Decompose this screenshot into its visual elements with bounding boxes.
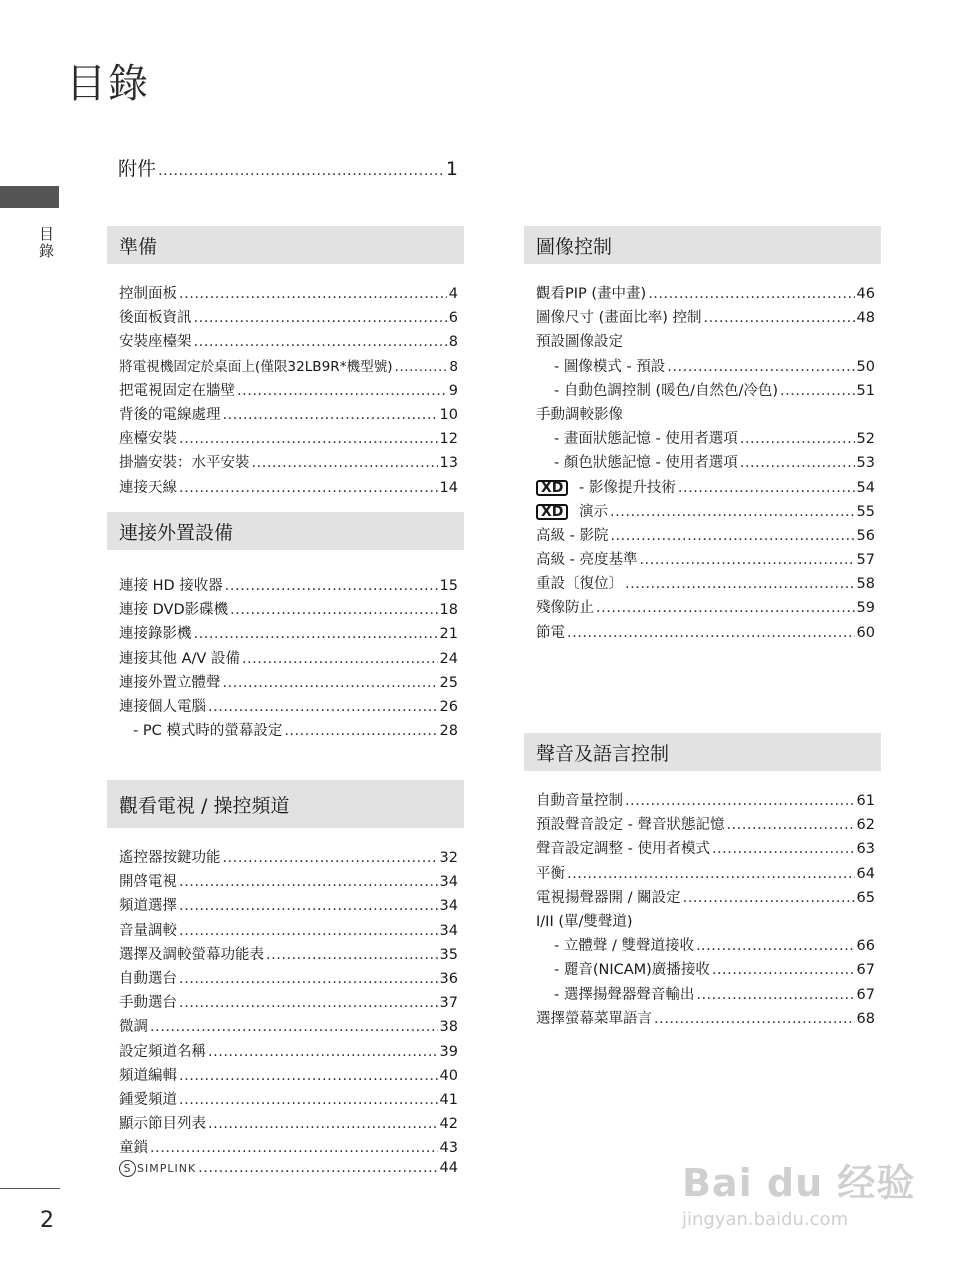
toc-entry[interactable] bbox=[536, 1007, 875, 1031]
leader-dots bbox=[237, 383, 447, 399]
toc-entry-page: 54 bbox=[856, 479, 875, 496]
toc-entry-label: - 選擇揚聲器聲音輸出 bbox=[554, 986, 695, 1003]
toc-entry-page: 10 bbox=[439, 406, 458, 423]
toc-entry-page: 44 bbox=[439, 1160, 458, 1177]
toc-entry-label: 手動選台 bbox=[119, 995, 177, 1012]
toc-entry-label: 背後的電線處理 bbox=[119, 406, 221, 423]
toc-entry-label: 微調 bbox=[119, 1019, 148, 1036]
leader-dots bbox=[726, 817, 854, 833]
toc-entry-page: 56 bbox=[856, 527, 875, 544]
toc-entry-page: 63 bbox=[856, 841, 875, 858]
simplink-text: SIMPLINK bbox=[137, 1162, 197, 1176]
toc-entry-label: 手動調較影像 bbox=[536, 406, 623, 423]
toc-entry-label: 把電視固定在牆壁 bbox=[119, 382, 235, 399]
toc-entry-label: 連接錄影機 bbox=[119, 626, 192, 643]
page-number: 2 bbox=[40, 1208, 54, 1233]
leader-dots bbox=[712, 841, 855, 857]
toc-entry[interactable] bbox=[536, 427, 875, 451]
toc-entry-label: 連接 DVD影碟機 bbox=[119, 602, 229, 619]
toc-entry[interactable] bbox=[119, 1112, 458, 1136]
toc-entry-label: 設定頻道名稱 bbox=[119, 1043, 206, 1060]
toc-entry-page: 25 bbox=[439, 674, 458, 691]
toc-entry-page: 39 bbox=[439, 1043, 458, 1060]
toc-entry-label: 節電 bbox=[536, 624, 565, 641]
toc-entry-page: 18 bbox=[439, 602, 458, 619]
leader-dots bbox=[198, 1160, 437, 1176]
toc-entry[interactable] bbox=[119, 647, 458, 671]
toc-entry-page: 50 bbox=[856, 358, 875, 375]
toc-entry-page: 43 bbox=[439, 1140, 458, 1157]
toc-group-heading[interactable] bbox=[536, 910, 875, 934]
toc-entry[interactable] bbox=[119, 943, 458, 967]
toc-entry-label: XD - 影像提升技術 bbox=[536, 476, 676, 497]
leader-dots bbox=[696, 987, 854, 1003]
section-header: 聲音及語言控制 bbox=[524, 733, 881, 771]
toc-entry-page: 57 bbox=[856, 552, 875, 569]
side-tab-marker bbox=[0, 186, 59, 208]
toc-entry-page: 42 bbox=[439, 1116, 458, 1133]
leader-dots bbox=[596, 600, 855, 616]
toc-entry-label: 自動音量控制 bbox=[536, 793, 623, 809]
leader-dots bbox=[223, 407, 438, 423]
toc-entry[interactable] bbox=[119, 622, 458, 646]
leader-dots bbox=[150, 1019, 438, 1035]
leader-dots bbox=[158, 163, 444, 179]
leader-dots bbox=[179, 971, 438, 987]
toc-group-heading[interactable] bbox=[536, 330, 875, 354]
leader-dots bbox=[179, 480, 438, 496]
toc-entry-page: 46 bbox=[856, 286, 875, 302]
leader-dots bbox=[194, 334, 447, 350]
toc-entry[interactable] bbox=[536, 596, 875, 620]
toc-entry[interactable] bbox=[119, 991, 458, 1015]
toc-entry-label: 後面板資訊 bbox=[119, 310, 192, 327]
toc-entry-label: 高級 - 影院 bbox=[536, 527, 609, 544]
toc-group-heading[interactable] bbox=[536, 403, 875, 427]
toc-entry-label: 頻道選擇 bbox=[119, 898, 177, 915]
toc-entry[interactable] bbox=[119, 1015, 458, 1039]
leader-dots bbox=[194, 310, 447, 326]
toc-entry-label: - PC 模式時的螢幕設定 bbox=[133, 723, 283, 740]
toc-entry-label: 重設〔復位〕 bbox=[536, 576, 623, 593]
toc-entry-label: 掛牆安裝：水平安裝 bbox=[119, 455, 250, 472]
toc-entry[interactable] bbox=[536, 355, 875, 379]
toc-entry[interactable] bbox=[119, 1160, 458, 1184]
leader-dots bbox=[567, 625, 855, 641]
leader-dots bbox=[610, 528, 854, 544]
entries-list bbox=[107, 828, 464, 1185]
toc-entry[interactable] bbox=[119, 355, 458, 379]
leader-dots bbox=[740, 455, 855, 471]
toc-entry-label: 連接 HD 接收器 bbox=[119, 578, 223, 594]
leader-dots bbox=[223, 850, 438, 866]
toc-entry-label: XD 演示 bbox=[536, 500, 608, 521]
toc-entry-label: 顯示節目列表 bbox=[119, 1116, 206, 1133]
section-header: 觀看電視 / 操控頻道 bbox=[107, 780, 464, 828]
xd-logo-icon: XD bbox=[536, 480, 568, 496]
toc-entry[interactable] bbox=[536, 524, 875, 548]
toc-entry-page: 65 bbox=[856, 889, 875, 906]
toc-entry-page: 67 bbox=[856, 986, 875, 1003]
section-watching-tv bbox=[107, 780, 464, 1185]
toc-entry-page: 34 bbox=[439, 922, 458, 939]
leader-dots bbox=[266, 947, 438, 963]
leader-dots bbox=[639, 552, 854, 568]
toc-entry[interactable] bbox=[119, 967, 458, 991]
toc-entry[interactable] bbox=[119, 894, 458, 918]
entries-list bbox=[107, 264, 464, 500]
toc-entry-page: 1 bbox=[445, 158, 458, 180]
section-header: 連接外置設備 bbox=[107, 512, 464, 550]
toc-entry[interactable] bbox=[119, 379, 458, 403]
toc-entry[interactable] bbox=[119, 919, 458, 943]
leader-dots bbox=[704, 310, 855, 326]
leader-dots bbox=[208, 699, 438, 715]
bottom-rule bbox=[0, 1188, 60, 1189]
leader-dots bbox=[150, 1140, 438, 1156]
toc-entry-label: 安裝座檯架 bbox=[119, 334, 192, 351]
leader-dots bbox=[667, 359, 854, 375]
leader-dots bbox=[696, 938, 855, 954]
toc-entry[interactable] bbox=[536, 983, 875, 1007]
toc-entry-page: 67 bbox=[856, 962, 875, 979]
toc-entry-page: 32 bbox=[439, 850, 458, 866]
baidu-url: jingyan.baidu.com bbox=[682, 1209, 849, 1230]
toc-entry-label: 選擇及調較螢幕功能表 bbox=[119, 946, 264, 963]
toc-entry-label: 殘像防止 bbox=[536, 600, 594, 617]
toc-entry-page: 51 bbox=[856, 382, 875, 399]
toc-entry-page: 53 bbox=[856, 455, 875, 472]
leader-dots bbox=[678, 480, 855, 496]
toc-entry-page: 61 bbox=[856, 793, 875, 809]
leader-dots bbox=[284, 723, 437, 739]
toc-entry[interactable] bbox=[536, 548, 875, 572]
leader-dots bbox=[179, 1068, 438, 1084]
toc-entry-page: 4 bbox=[448, 286, 458, 302]
toc-entry-label: 連接外置立體聲 bbox=[119, 674, 221, 691]
toc-entry-page: 66 bbox=[856, 938, 875, 955]
toc-entry-label: 附件 bbox=[118, 158, 157, 180]
section-header: 準備 bbox=[107, 226, 464, 264]
toc-entry[interactable] bbox=[119, 846, 458, 870]
leader-dots bbox=[567, 866, 855, 882]
section-header: 圖像控制 bbox=[524, 226, 881, 264]
leader-dots bbox=[780, 383, 855, 399]
toc-entry-page: 68 bbox=[856, 1010, 875, 1027]
toc-entry-page: 9 bbox=[448, 382, 458, 399]
toc-entry-label: 將電視機固定於桌面上(僅限32LB9R*機型號) bbox=[119, 358, 393, 375]
entries-list bbox=[524, 771, 881, 1031]
toc-entry[interactable] bbox=[119, 598, 458, 622]
toc-entry-label: - 顏色狀態記憶 - 使用者選項 bbox=[554, 455, 738, 472]
toc-entry[interactable] bbox=[119, 330, 458, 354]
toc-entry-page: 60 bbox=[856, 624, 875, 641]
leader-dots bbox=[179, 923, 438, 939]
leader-dots bbox=[208, 1044, 438, 1060]
leader-dots bbox=[179, 874, 438, 890]
toc-entry-accessories[interactable] bbox=[118, 154, 458, 178]
toc-entry-label: 聲音設定調整 - 使用者模式 bbox=[536, 841, 710, 858]
toc-entry-label: 鍾愛頻道 bbox=[119, 1091, 177, 1108]
toc-entry-page: 64 bbox=[856, 865, 875, 882]
toc-entry-label: 電視揚聲器開 / 關設定 bbox=[536, 889, 681, 906]
toc-entry-label: 座檯安裝 bbox=[119, 431, 177, 448]
toc-entry-page: 62 bbox=[856, 817, 875, 834]
leader-dots bbox=[230, 602, 437, 618]
toc-entry[interactable] bbox=[119, 427, 458, 451]
toc-entry-label: 連接其他 A/V 設備 bbox=[119, 650, 240, 667]
toc-entry-page: 12 bbox=[439, 431, 458, 448]
toc-entry-label: 控制面板 bbox=[119, 286, 177, 302]
toc-entry-label: 平衡 bbox=[536, 865, 565, 882]
toc-entry[interactable] bbox=[119, 476, 458, 500]
toc-entry-label: 音量調較 bbox=[119, 922, 177, 939]
leader-dots bbox=[179, 898, 438, 914]
leader-dots bbox=[625, 793, 855, 809]
leader-dots bbox=[179, 431, 438, 447]
entries-list bbox=[107, 550, 464, 743]
toc-entry[interactable] bbox=[536, 862, 875, 886]
toc-entry-page: 26 bbox=[439, 698, 458, 715]
toc-entry-label: 選擇螢幕菜單語言 bbox=[536, 1010, 652, 1027]
toc-entry[interactable] bbox=[119, 1136, 458, 1160]
toc-entry[interactable] bbox=[536, 500, 875, 524]
leader-dots bbox=[683, 890, 855, 906]
entries-list bbox=[524, 264, 881, 645]
toc-entry[interactable] bbox=[536, 451, 875, 475]
toc-entry[interactable] bbox=[536, 789, 875, 813]
baidu-logo: Bai du 经验 bbox=[682, 1161, 916, 1205]
toc-entry[interactable] bbox=[119, 574, 458, 598]
section-picture-control bbox=[524, 226, 881, 645]
toc-entry-page: 34 bbox=[439, 874, 458, 891]
leader-dots bbox=[610, 504, 855, 520]
section-external-devices bbox=[107, 512, 464, 743]
toc-entry-label: 連接天線 bbox=[119, 479, 177, 496]
leader-dots bbox=[179, 286, 447, 302]
toc-entry-page: 36 bbox=[439, 970, 458, 987]
leader-dots bbox=[225, 578, 438, 594]
toc-entry-label: 開啓電視 bbox=[119, 874, 177, 891]
toc-entry[interactable] bbox=[119, 695, 458, 719]
toc-entry[interactable] bbox=[119, 719, 458, 743]
toc-entry-page: 58 bbox=[856, 576, 875, 593]
toc-entry[interactable] bbox=[119, 403, 458, 427]
section-preparation bbox=[107, 226, 464, 500]
section-sound-language bbox=[524, 733, 881, 1031]
toc-entry[interactable] bbox=[119, 451, 458, 475]
toc-entry-page: 52 bbox=[856, 431, 875, 448]
toc-entry-page: 13 bbox=[439, 455, 458, 472]
xd-logo-icon: XD bbox=[536, 504, 568, 520]
toc-entry-label: 頻道編輯 bbox=[119, 1067, 177, 1084]
leader-dots bbox=[208, 1116, 438, 1132]
toc-entry[interactable] bbox=[119, 1088, 458, 1112]
toc-entry[interactable] bbox=[536, 379, 875, 403]
page-title: 目錄 bbox=[66, 61, 150, 107]
leader-dots bbox=[395, 359, 448, 375]
leader-dots bbox=[179, 1092, 438, 1108]
toc-entry-label: 遙控器按鍵功能 bbox=[119, 850, 221, 866]
simplink-logo bbox=[119, 1160, 196, 1177]
toc-entry[interactable] bbox=[536, 476, 875, 500]
toc-entry[interactable] bbox=[536, 813, 875, 837]
toc-entry-label: 童鎖 bbox=[119, 1140, 148, 1157]
toc-entry-label: I/II (單/雙聲道) bbox=[536, 913, 633, 930]
toc-entry[interactable] bbox=[536, 886, 875, 910]
toc-entry-label: 觀看PIP (畫中畫) bbox=[536, 286, 647, 302]
toc-entry[interactable] bbox=[119, 1040, 458, 1064]
toc-entry-label: 自動選台 bbox=[119, 970, 177, 987]
leader-dots bbox=[179, 995, 438, 1011]
toc-entry-page: 38 bbox=[439, 1019, 458, 1036]
toc-entry-page: 40 bbox=[439, 1067, 458, 1084]
toc-entry-page: 35 bbox=[439, 946, 458, 963]
toc-entry-label: - 自動色調控制 (暖色/自然色/冷色) bbox=[554, 382, 779, 399]
leader-dots bbox=[242, 651, 438, 667]
simplink-s-icon: S bbox=[119, 1160, 136, 1177]
toc-entry-label: 預設聲音設定 - 聲音狀態記憶 bbox=[536, 817, 725, 834]
toc-entry-page: 59 bbox=[856, 600, 875, 617]
toc-entry[interactable] bbox=[119, 671, 458, 695]
toc-entry-label: 預設圖像設定 bbox=[536, 334, 623, 351]
toc-entry-label: - 畫面狀態記憶 - 使用者選項 bbox=[554, 431, 738, 448]
leader-dots bbox=[625, 576, 855, 592]
toc-entry[interactable] bbox=[119, 1064, 458, 1088]
toc-entry-label: - 立體聲 / 雙聲道接收 bbox=[554, 938, 694, 955]
leader-dots bbox=[712, 962, 855, 978]
leader-dots bbox=[223, 675, 438, 691]
toc-entry-page: 21 bbox=[439, 626, 458, 643]
toc-entry-page: 8 bbox=[449, 358, 458, 375]
leader-dots bbox=[648, 286, 854, 302]
toc-entry-page: 37 bbox=[439, 995, 458, 1012]
toc-entry[interactable] bbox=[119, 282, 458, 306]
toc-entry-page: 34 bbox=[439, 898, 458, 915]
toc-entry[interactable] bbox=[536, 282, 875, 306]
toc-entry[interactable] bbox=[536, 572, 875, 596]
toc-entry-page: 24 bbox=[439, 650, 458, 667]
baidu-watermark bbox=[682, 1152, 922, 1250]
toc-entry-page: 55 bbox=[856, 503, 875, 520]
toc-entry-page: 8 bbox=[448, 334, 458, 351]
toc-entry[interactable] bbox=[536, 934, 875, 958]
side-tab-label: 目錄 bbox=[37, 226, 55, 260]
leader-dots bbox=[194, 626, 438, 642]
toc-entry-page: 48 bbox=[856, 310, 875, 327]
toc-entry-label: 圖像尺寸 (畫面比率) 控制 bbox=[536, 310, 702, 327]
toc-entry-label: 高級 - 亮度基準 bbox=[536, 552, 638, 569]
toc-entry-label: - 圖像模式 - 預設 bbox=[554, 358, 666, 375]
toc-entry[interactable] bbox=[536, 306, 875, 330]
toc-entry[interactable] bbox=[536, 837, 875, 861]
toc-entry-page: 6 bbox=[448, 310, 458, 327]
toc-entry-page: 28 bbox=[439, 723, 458, 740]
toc-entry[interactable] bbox=[536, 958, 875, 982]
leader-dots bbox=[740, 431, 855, 447]
toc-entry[interactable] bbox=[119, 870, 458, 894]
toc-entry[interactable] bbox=[119, 306, 458, 330]
leader-dots bbox=[252, 455, 438, 471]
toc-entry-label: - 麗音(NICAM)廣播接收 bbox=[554, 962, 710, 979]
toc-entry-label: 連接個人電腦 bbox=[119, 698, 206, 715]
toc-entry-page: 41 bbox=[439, 1091, 458, 1108]
toc-entry[interactable] bbox=[536, 621, 875, 645]
toc-entry-page: 15 bbox=[439, 578, 458, 594]
toc-entry-page: 14 bbox=[439, 479, 458, 496]
leader-dots bbox=[654, 1011, 855, 1027]
